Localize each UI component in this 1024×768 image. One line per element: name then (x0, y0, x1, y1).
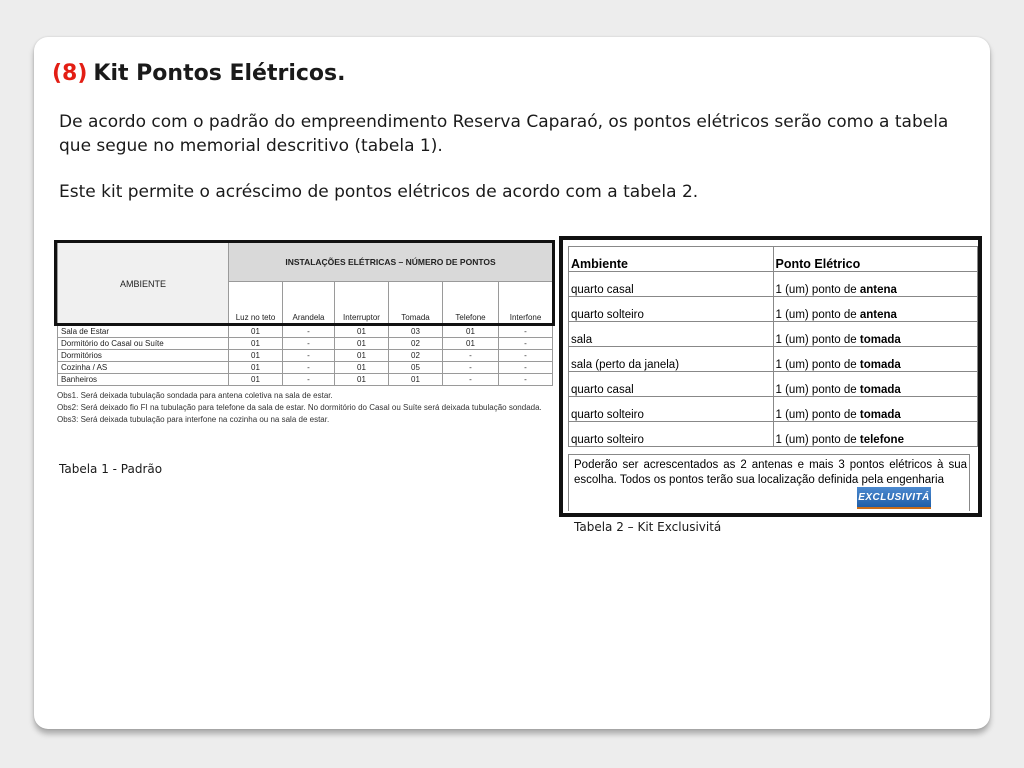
cell: - (283, 338, 335, 350)
cell-ambiente: sala (perto da janela) (569, 347, 774, 372)
cell: 01 (335, 374, 389, 386)
cell: 01 (229, 374, 283, 386)
cell-ambiente: quarto casal (569, 272, 774, 297)
slide-title-text: Kit Pontos Elétricos. (93, 61, 346, 86)
cell: - (283, 350, 335, 362)
table-row (569, 322, 978, 347)
column-header: Telefone (443, 282, 499, 326)
standard-points-table (57, 242, 553, 386)
cell-ponto (773, 422, 978, 447)
cell-ponto (773, 297, 978, 322)
ponto-prefix: 1 (um) ponto de (775, 409, 860, 421)
ponto-prefix: 1 (um) ponto de (775, 334, 860, 346)
ponto-tipo: telefone (859, 434, 904, 446)
table-row (569, 347, 978, 372)
page-title (52, 61, 345, 86)
cell: 01 (335, 326, 389, 338)
cell: - (283, 374, 335, 386)
cell: 01 (389, 374, 443, 386)
cell: 01 (229, 338, 283, 350)
column-header: Interfone (499, 282, 553, 326)
cell: - (499, 338, 553, 350)
ponto-tipo: tomada (859, 409, 901, 421)
obs-line: Obs3: Será deixada tubulação para interfone na cozinha ou na sala de estar. (57, 415, 330, 424)
cell-ambiente: sala (569, 322, 774, 347)
table-row (569, 272, 978, 297)
cell: 05 (389, 362, 443, 374)
cell: - (283, 362, 335, 374)
slide-number: (8) (52, 61, 88, 86)
cell: - (443, 350, 499, 362)
cell-ponto (773, 322, 978, 347)
column-header: Interruptor (335, 282, 389, 326)
table-row (569, 422, 978, 447)
table-row (58, 350, 553, 362)
cell: - (283, 326, 335, 338)
cell: 01 (335, 362, 389, 374)
table-row (569, 297, 978, 322)
ponto-tipo: tomada (859, 359, 901, 371)
cell: 01 (335, 338, 389, 350)
cell: Dormitório do Casal ou Suíte (58, 338, 229, 350)
cell: Dormitórios (58, 350, 229, 362)
ponto-tipo: antena (859, 309, 897, 321)
observations (57, 390, 552, 426)
cell: Sala de Estar (58, 326, 229, 338)
cell-ambiente: quarto solteiro (569, 397, 774, 422)
cell: 01 (229, 350, 283, 362)
table-row (58, 374, 553, 386)
cell: - (443, 362, 499, 374)
cell: Banheiros (58, 374, 229, 386)
cell-ambiente: quarto casal (569, 372, 774, 397)
cell: - (499, 362, 553, 374)
cell: 02 (389, 338, 443, 350)
table-row (58, 362, 553, 374)
obs-line: Obs2: Será deixado fio FI na tubulação para telefone da sala de estar. No dormitório do Casal ou Suíte será deixada tubulação sondada. (57, 403, 542, 412)
cell: - (443, 374, 499, 386)
cell-ambiente: quarto solteiro (569, 297, 774, 322)
cell: 01 (335, 350, 389, 362)
cell: - (499, 350, 553, 362)
table-kit-frame (559, 236, 982, 517)
cell: Cozinha / AS (58, 362, 229, 374)
ponto-tipo: antena (859, 284, 897, 296)
cell-ponto (773, 272, 978, 297)
header-ambiente: AMBIENTE (58, 243, 229, 326)
cell: - (499, 374, 553, 386)
column-header: Luz no teto (229, 282, 283, 326)
cell-ponto (773, 372, 978, 397)
table2-caption: Tabela 2 – Kit Exclusivitá (574, 520, 722, 534)
column-header: Arandela (283, 282, 335, 326)
ponto-prefix: 1 (um) ponto de (775, 384, 860, 396)
ponto-tipo: tomada (859, 384, 901, 396)
ponto-prefix: 1 (um) ponto de (775, 434, 860, 446)
kit-note: Poderão ser acrescentados as 2 antenas e mais 3 pontos elétricos à sua escolha. Todos os pontos terão sua localização definida pela engenharia (568, 454, 970, 511)
ponto-tipo: tomada (859, 334, 901, 346)
cell-ponto (773, 347, 978, 372)
obs-line: Obs1. Será deixada tubulação sondada para antena coletiva na sala de estar. (57, 391, 333, 400)
header-ponto-eletrico: Ponto Elétrico (773, 247, 978, 272)
cell: 01 (229, 326, 283, 338)
header-ambiente: Ambiente (569, 247, 774, 272)
ponto-prefix: 1 (um) ponto de (775, 309, 860, 321)
cell: 01 (229, 362, 283, 374)
table-row (569, 372, 978, 397)
kit-points-table (568, 246, 978, 447)
cell: 02 (389, 350, 443, 362)
cell: 03 (389, 326, 443, 338)
table-row (58, 326, 553, 338)
kit-paragraph: Este kit permite o acréscimo de pontos elétricos de acordo com a tabela 2. (59, 182, 699, 202)
ponto-prefix: 1 (um) ponto de (775, 359, 860, 371)
cell-ambiente: quarto solteiro (569, 422, 774, 447)
cell: 01 (443, 326, 499, 338)
table-standard (57, 242, 552, 426)
intro-paragraph: De acordo com o padrão do empreendimento Reserva Caparaó, os pontos elétricos serão como a tabela que segue no memorial descritivo (tabela 1). (59, 112, 949, 156)
table-row (58, 338, 553, 350)
table1-caption: Tabela 1 - Padrão (59, 462, 163, 476)
header-instalacoes: INSTALAÇÕES ELÉTRICAS – NÚMERO DE PONTOS (229, 243, 553, 282)
ponto-prefix: 1 (um) ponto de (775, 284, 860, 296)
cell: - (499, 326, 553, 338)
cell-ponto (773, 397, 978, 422)
column-header: Tomada (389, 282, 443, 326)
table-row (569, 397, 978, 422)
exclusivita-logo: EXCLUSIVITÁ (857, 487, 931, 509)
cell: 01 (443, 338, 499, 350)
